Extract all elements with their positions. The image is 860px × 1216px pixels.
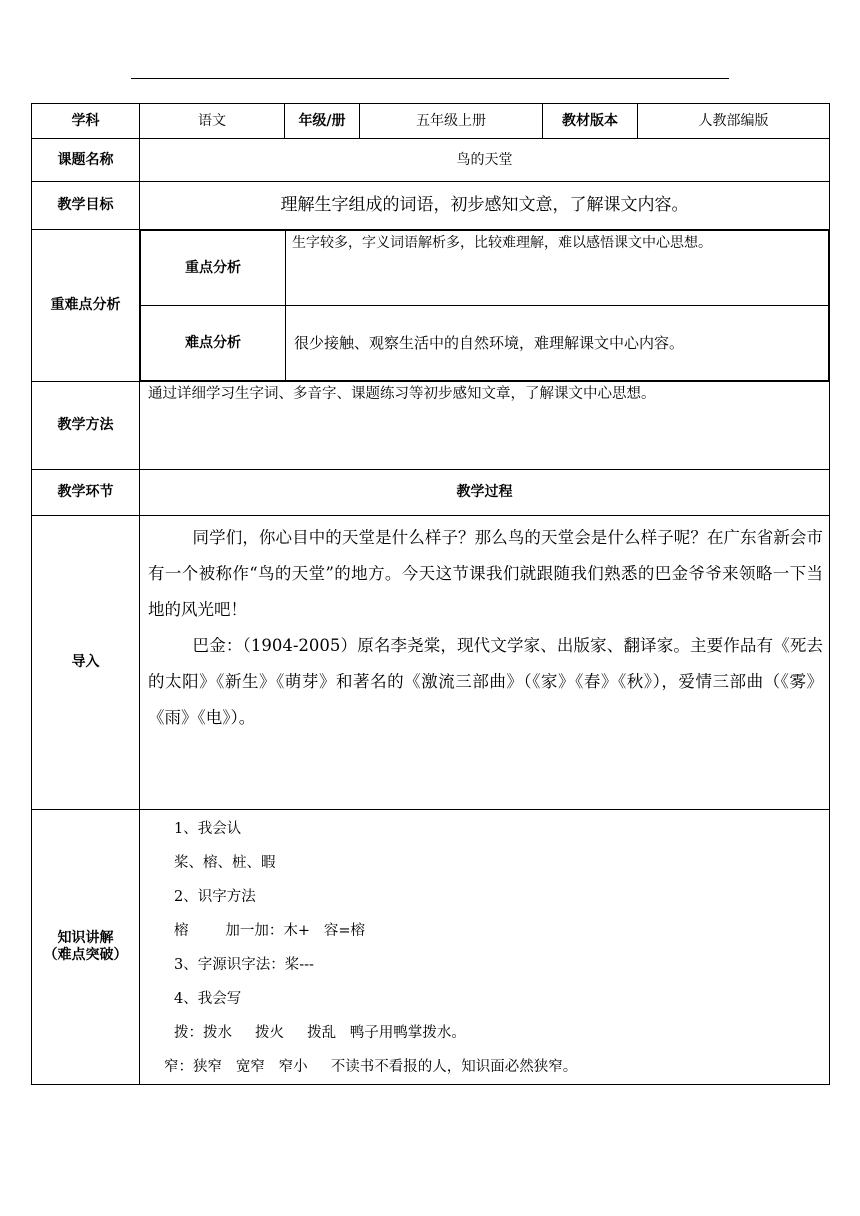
goal-text: 理解生字组成的词语，初步感知文意，了解课文内容。 xyxy=(140,182,830,230)
method-label: 教学方法 xyxy=(32,382,140,470)
lesson-label: 课题名称 xyxy=(32,139,140,182)
intro-row xyxy=(32,516,830,810)
knowledge-line: 1、我会认 xyxy=(174,821,242,837)
edition-label: 教材版本 xyxy=(543,104,638,139)
key-point-label: 重点分析 xyxy=(141,231,286,306)
process-stage-label: 教学环节 xyxy=(32,470,140,516)
method-row xyxy=(32,382,830,470)
goal-row xyxy=(32,182,830,230)
process-header-row xyxy=(32,470,830,516)
subject-label: 学科 xyxy=(32,104,140,139)
info-row xyxy=(32,104,830,139)
method-text: 通过详细学习生字词、多音字、课题练习等初步感知文章，了解课文中心思想。 xyxy=(140,382,830,470)
difficulty-row xyxy=(32,230,830,382)
intro-paragraph-2: 巴金：（1904-2005）原名李尧棠，现代文学家、出版家、翻译家。主要作品有《死去的太阳》《新生》《萌芽》和著名的《激流三部曲》（《家》《春》《秋》），爱情三部曲（《雾》《雨》《电》）。 xyxy=(148,636,823,727)
lesson-title: 鸟的天堂 xyxy=(140,139,830,182)
knowledge-line: 榕 加一加：木+ 容=榕 xyxy=(174,923,365,939)
knowledge-label xyxy=(32,810,140,1085)
header-rule xyxy=(131,78,729,79)
lesson-plan-table xyxy=(31,103,830,1085)
process-label: 教学过程 xyxy=(140,470,830,516)
grade-label: 年级/册 xyxy=(285,104,360,139)
grade-value: 五年级上册 xyxy=(360,104,543,139)
intro-paragraph-1: 同学们，你心目中的天堂是什么样子？那么鸟的天堂会是什么样子呢？在广东省新会市有一个被称作“鸟的天堂”的地方。今天这节课我们就跟随我们熟悉的巴金爷爷来领略一下当地的风光吧！ xyxy=(148,528,823,619)
knowledge-line: 窄：狭窄 宽窄 窄小 不读书不看报的人，知识面必然狭窄。 xyxy=(164,1059,578,1075)
knowledge-line: 3、字源识字法：桨--- xyxy=(174,957,314,973)
difficulty-label: 重难点分析 xyxy=(32,230,140,382)
edition-value: 人教部编版 xyxy=(638,104,830,139)
hard-point-label: 难点分析 xyxy=(141,306,286,381)
lesson-row xyxy=(32,139,830,182)
knowledge-label-line2: （难点突破） xyxy=(43,947,128,963)
key-point-text: 生字较多，字义词语解析多，比较难理解，难以感悟课文中心思想。 xyxy=(286,231,829,306)
knowledge-line: 桨、榕、桩、暇 xyxy=(174,855,276,871)
knowledge-line: 2、识字方法 xyxy=(174,889,256,905)
knowledge-line: 拨：拨水 拨火 拨乱 鸭子用鸭掌拨水。 xyxy=(174,1025,466,1041)
difficulty-subtable xyxy=(140,230,829,381)
knowledge-line: 4、我会写 xyxy=(174,991,242,1007)
goal-label: 教学目标 xyxy=(32,182,140,230)
knowledge-label-line1: 知识讲解 xyxy=(57,930,114,947)
subject-value: 语文 xyxy=(140,104,285,139)
intro-label: 导入 xyxy=(32,516,140,810)
knowledge-row xyxy=(32,810,830,1085)
hard-point-text: 很少接触、观察生活中的自然环境，难理解课文中心内容。 xyxy=(286,306,829,381)
